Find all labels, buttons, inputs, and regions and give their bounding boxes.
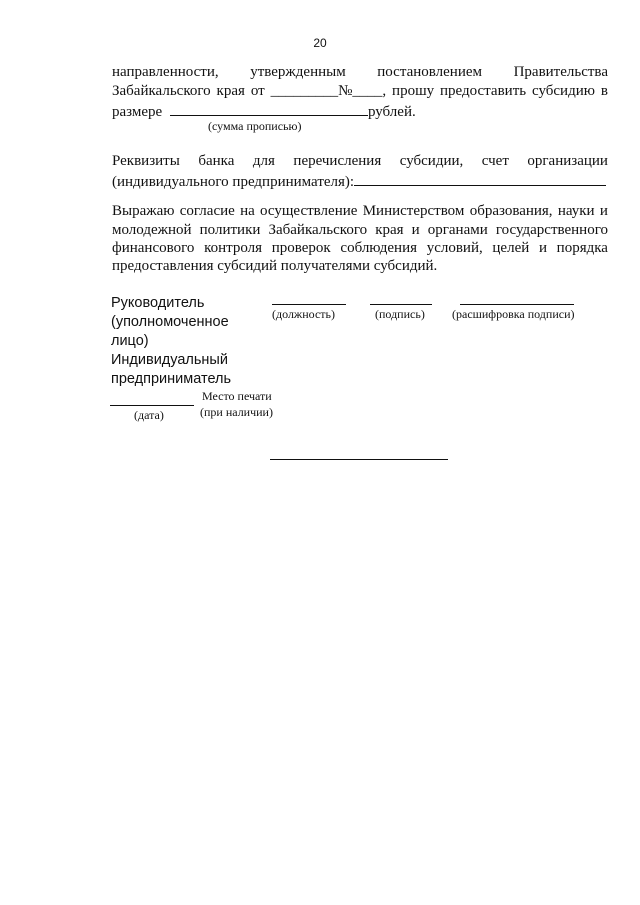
end-rule — [270, 459, 448, 460]
word: науки — [557, 203, 595, 219]
word: Выражаю — [112, 203, 175, 219]
word: от — [250, 83, 265, 99]
word: для — [252, 153, 275, 169]
seal-condition-label: (при наличии) — [200, 405, 273, 419]
word: молодежной — [112, 222, 192, 238]
word: порядка — [556, 240, 608, 256]
word: организации — [527, 153, 608, 169]
word: банка — [198, 153, 235, 169]
para2-line1 — [112, 153, 608, 170]
signer-title-line: предприниматель — [111, 371, 232, 387]
word: согласие — [179, 203, 235, 219]
decryption-line — [460, 304, 574, 305]
date-caption: (дата) — [134, 408, 164, 422]
word: направленности, — [112, 64, 219, 80]
seal-place-label: Место печати — [202, 389, 272, 403]
para1-line1 — [112, 64, 608, 81]
para3-line1 — [112, 203, 608, 220]
word: и — [411, 222, 420, 238]
para3-line3 — [112, 240, 608, 257]
amount-caption: (сумма прописью) — [208, 119, 302, 133]
word: финансового — [112, 240, 195, 256]
decree-date-number-blank: _________№____, — [270, 83, 387, 99]
amount-label: размере — [112, 104, 163, 120]
word: и — [538, 240, 547, 256]
para1-line2 — [112, 83, 608, 100]
para3-line4: предоставления субсидий получателями субсидий. — [112, 258, 438, 274]
signer-title-line: (уполномоченное — [111, 314, 229, 330]
signer-title-line: Руководитель — [111, 295, 205, 311]
word: на — [240, 203, 255, 219]
word: перечисления — [293, 153, 382, 169]
word: субсидии, — [399, 153, 464, 169]
word: в — [600, 83, 608, 99]
word: политики — [199, 222, 261, 238]
word: края — [216, 83, 245, 99]
amount-blank — [170, 102, 368, 116]
word: субсидию — [532, 83, 595, 99]
word: Забайкальского — [112, 83, 211, 99]
decryption-caption: (расшифровка подписи) — [452, 307, 575, 321]
word: прошу — [392, 83, 435, 99]
para2-line2 — [112, 172, 606, 191]
signature-line — [370, 304, 432, 305]
signer-title-line: Индивидуальный — [111, 352, 228, 368]
word: Министерством — [362, 203, 465, 219]
word: государственного — [495, 222, 608, 238]
word: Забайкальского — [268, 222, 368, 238]
word: Реквизиты — [112, 153, 180, 169]
word: предоставить — [440, 83, 527, 99]
word: контроля — [204, 240, 263, 256]
bank-details-blank — [354, 172, 606, 186]
word: Правительства — [513, 64, 608, 80]
word: целей — [492, 240, 530, 256]
currency-label: рублей. — [367, 104, 416, 120]
word: органами — [427, 222, 488, 238]
position-line — [272, 304, 346, 305]
para3-line2 — [112, 222, 608, 239]
signer-title-line: лицо) — [111, 333, 149, 349]
word: проверок — [271, 240, 331, 256]
word: постановлением — [377, 64, 482, 80]
word: утвержденным — [250, 64, 346, 80]
word: и — [599, 203, 608, 219]
word: образования, — [469, 203, 553, 219]
entrepreneur-label: (индивидуального предпринимателя): — [112, 174, 355, 190]
word: счет — [481, 153, 509, 169]
word: края — [375, 222, 404, 238]
position-caption: (должность) — [272, 307, 335, 321]
date-line — [110, 405, 194, 406]
signature-caption: (подпись) — [375, 307, 425, 321]
word: условий, — [426, 240, 483, 256]
page-number: 20 — [313, 36, 327, 50]
word: осуществление — [260, 203, 358, 219]
word: соблюдения — [340, 240, 417, 256]
